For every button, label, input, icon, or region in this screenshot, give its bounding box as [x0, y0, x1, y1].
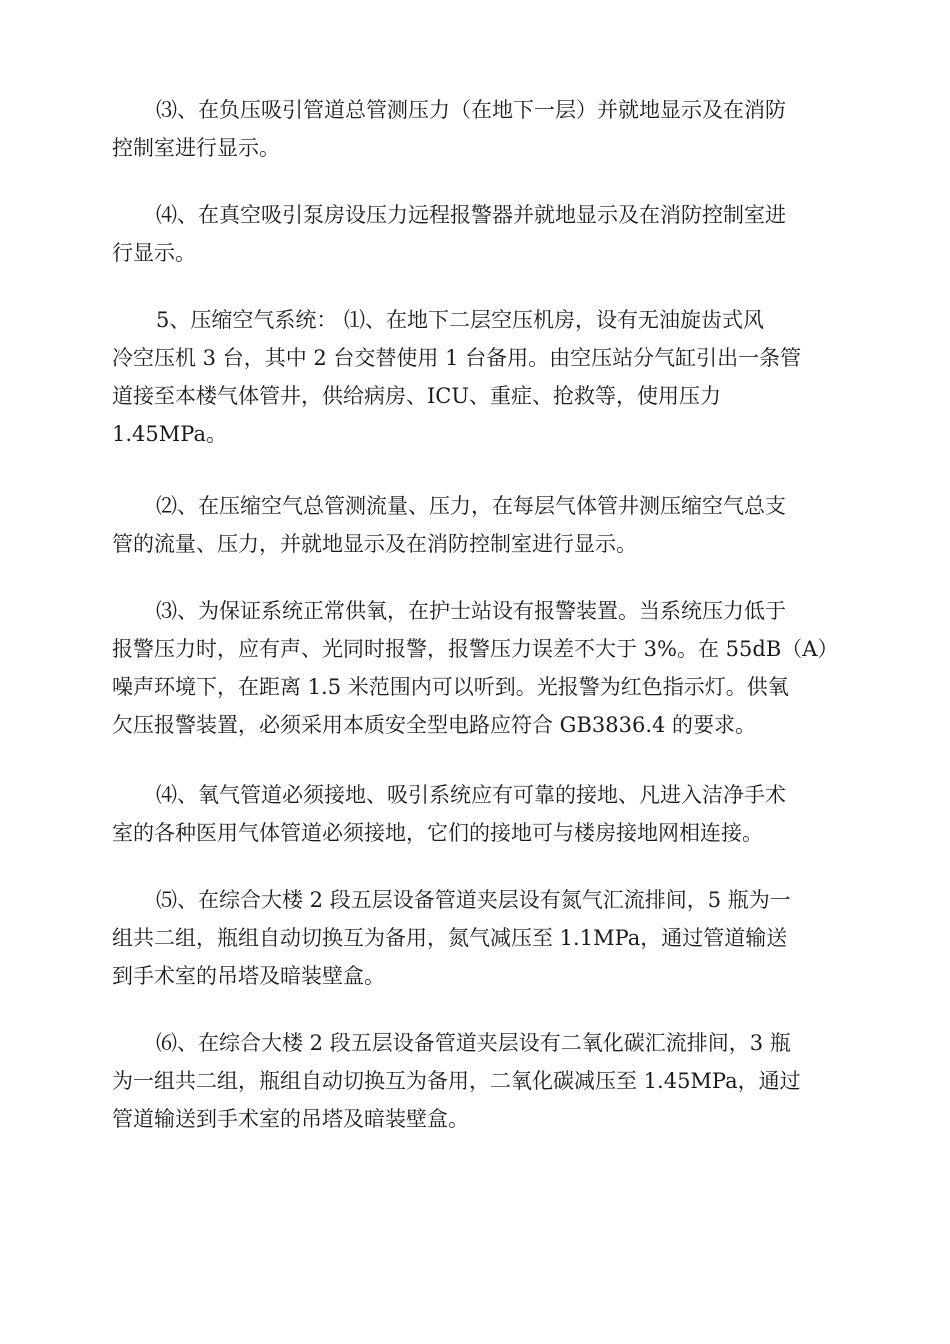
paragraph-line: 组共二组，瓶组自动切换互为备用，氮气减压至 1.1MPa，通过管道输送	[112, 926, 788, 950]
paragraph-line: 控制室进行显示。	[112, 136, 280, 160]
paragraph-line: 5、压缩空气系统： ⑴、在地下二层空压机房，设有无油旋齿式风	[156, 308, 765, 332]
paragraph-vacuum-pump-alarm	[112, 196, 832, 272]
paragraph-line: 为一组共二组，瓶组自动切换互为备用，二氧化碳减压至 1.45MPa，通过	[112, 1069, 801, 1093]
paragraph-nitrogen-manifold	[112, 881, 832, 995]
paragraph-grounding	[112, 776, 832, 852]
paragraph-compressed-air-system	[112, 301, 832, 453]
paragraph-line: 1.45MPa。	[112, 422, 227, 446]
paragraph-line: ⑷、氧气管道必须接地、吸引系统应有可靠的接地、凡进入洁净手术	[156, 783, 786, 807]
paragraph-line: 行显示。	[112, 241, 196, 265]
paragraph-line: ⑶、为保证系统正常供氧，在护士站设有报警装置。当系统压力低于	[156, 599, 786, 623]
paragraph-line: 管的流量、压力，并就地显示及在消防控制室进行显示。	[112, 532, 637, 556]
paragraph-line: ⑹、在综合大楼 2 段五层设备管道夹层设有二氧化碳汇流排间，3 瓶	[156, 1031, 791, 1055]
paragraph-line: 到手术室的吊塔及暗装壁盒。	[112, 964, 385, 988]
paragraph-line: 道接至本楼气体管井，供给病房、ICU、重症、抢救等，使用压力	[112, 384, 722, 408]
paragraph-co2-manifold	[112, 1024, 832, 1138]
paragraph-line: ⑸、在综合大楼 2 段五层设备管道夹层设有氮气汇流排间，5 瓶为一	[156, 888, 791, 912]
paragraph-line: 室的各种医用气体管道必须接地，它们的接地可与楼房接地网相连接。	[112, 821, 763, 845]
paragraph-line: 管道输送到手术室的吊塔及暗装壁盒。	[112, 1107, 469, 1131]
paragraph-compressed-air-flow	[112, 487, 832, 563]
paragraph-line: ⑶、在负压吸引管道总管测压力（在地下一层）并就地显示及在消防	[156, 98, 786, 122]
paragraph-negative-pressure-mainline	[112, 91, 832, 167]
paragraph-line: 欠压报警装置，必须采用本质安全型电路应符合 GB3836.4 的要求。	[112, 713, 757, 737]
paragraph-nurse-station-alarm	[112, 592, 839, 744]
paragraph-line: 报警压力时，应有声、光同时报警，报警压力误差不大于 3%。在 55dB（A）	[112, 637, 839, 661]
paragraph-line: 冷空压机 3 台，其中 2 台交替使用 1 台备用。由空压站分气缸引出一条管	[112, 346, 802, 370]
paragraph-line: ⑵、在压缩空气总管测流量、压力，在每层气体管井测压缩空气总支	[156, 494, 786, 518]
paragraph-line: ⑷、在真空吸引泵房设压力远程报警器并就地显示及在消防控制室进	[156, 203, 786, 227]
paragraph-line: 噪声环境下，在距离 1.5 米范围内可以听到。光报警为红色指示灯。供氧	[112, 675, 789, 699]
